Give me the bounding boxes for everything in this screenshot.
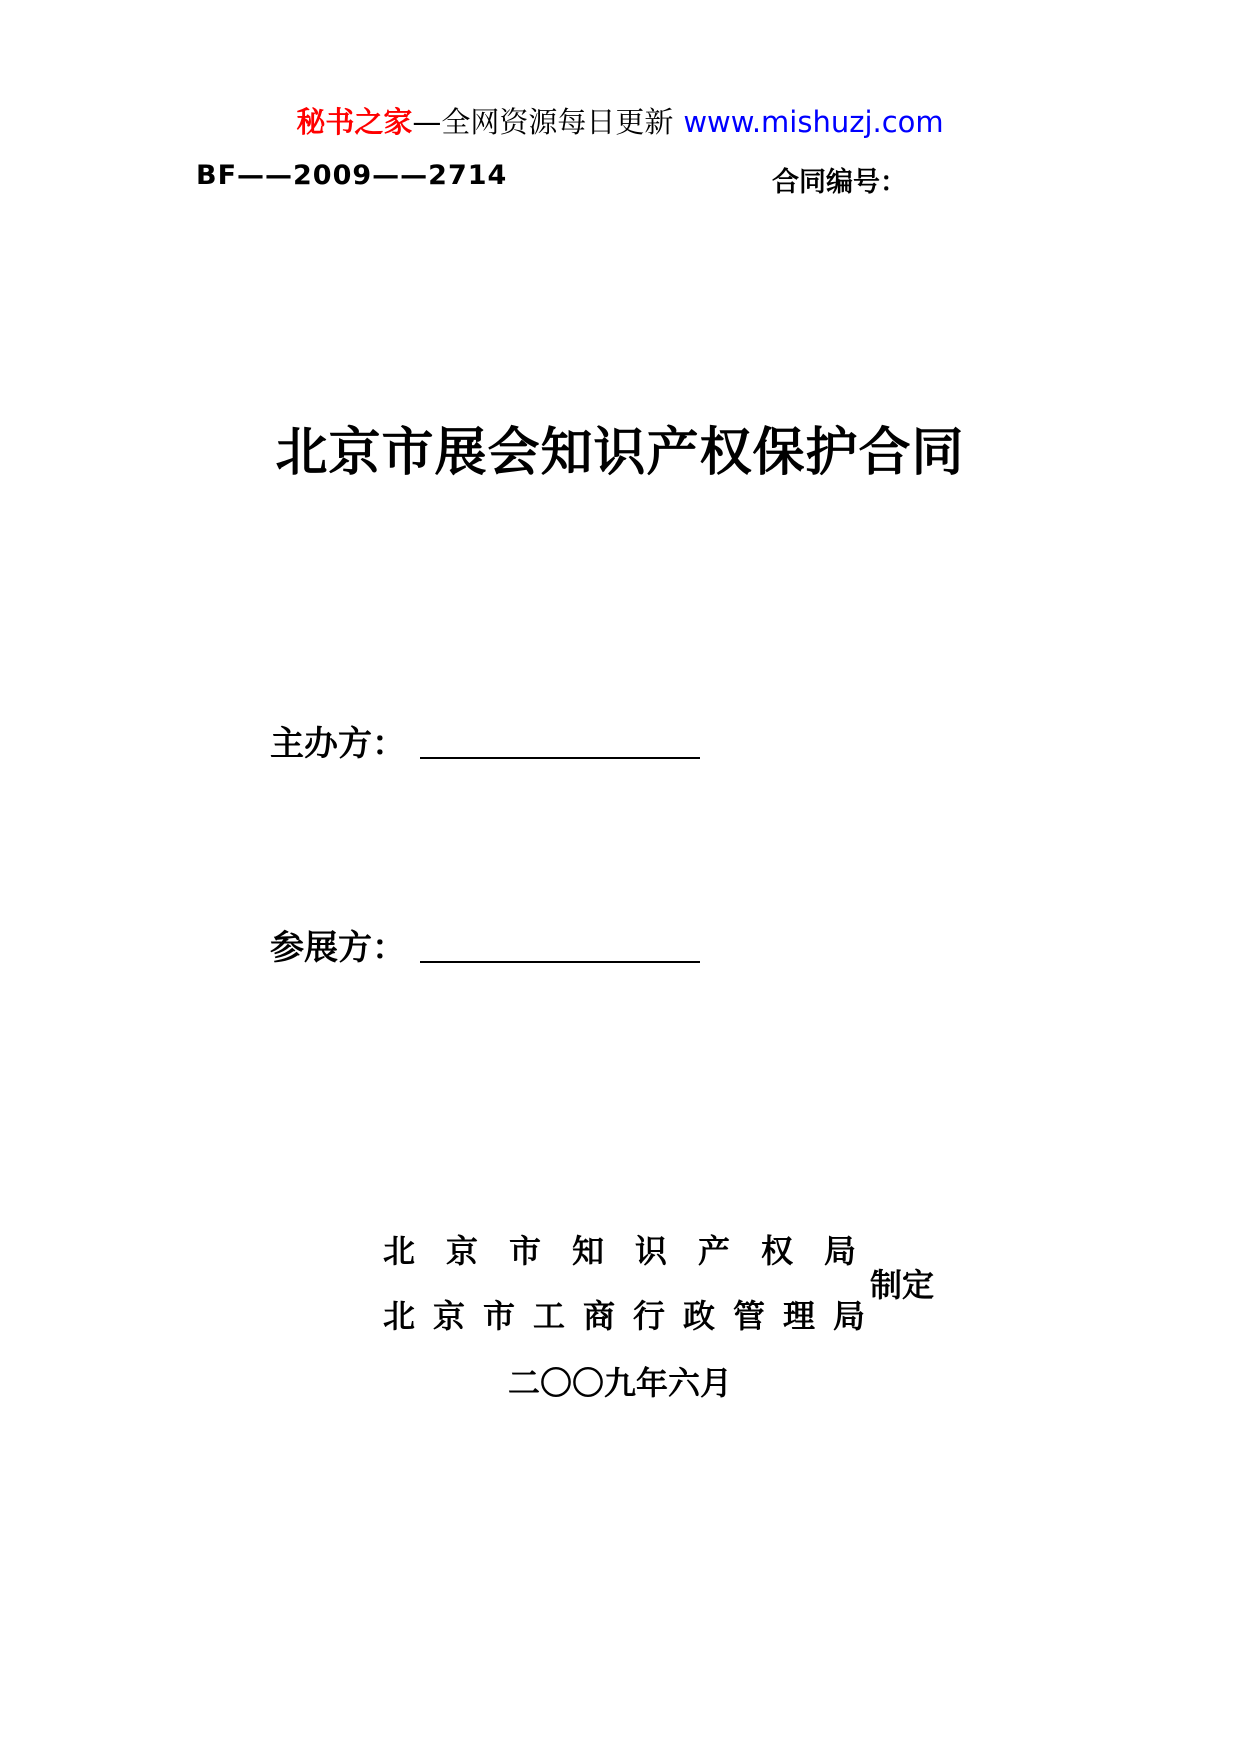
organizer-label: 主办方： (270, 724, 406, 764)
site-url-link[interactable]: www.mishuzj.com (683, 105, 944, 139)
organizer-blank-line (420, 757, 700, 759)
issue-date: 二〇〇九年六月 (507, 1364, 732, 1402)
page-title: 北京市展会知识产权保护合同 (275, 423, 965, 483)
exhibitor-blank-line (420, 961, 700, 963)
document-code: BF——2009——2714 (196, 160, 508, 191)
brand-name: 秘书之家 (296, 105, 413, 139)
site-banner (0, 102, 1240, 142)
made-by-label: 制定 (870, 1266, 935, 1304)
contract-number-label: 合同编号： (772, 167, 907, 198)
issuer-ip-office: 北京市知识产权局 (383, 1232, 888, 1270)
exhibitor-label: 参展方： (270, 928, 406, 968)
banner-tagline: —全网资源每日更新 (412, 105, 674, 139)
issuer-commerce-bureau: 北京市工商行政管理局 (383, 1297, 884, 1335)
